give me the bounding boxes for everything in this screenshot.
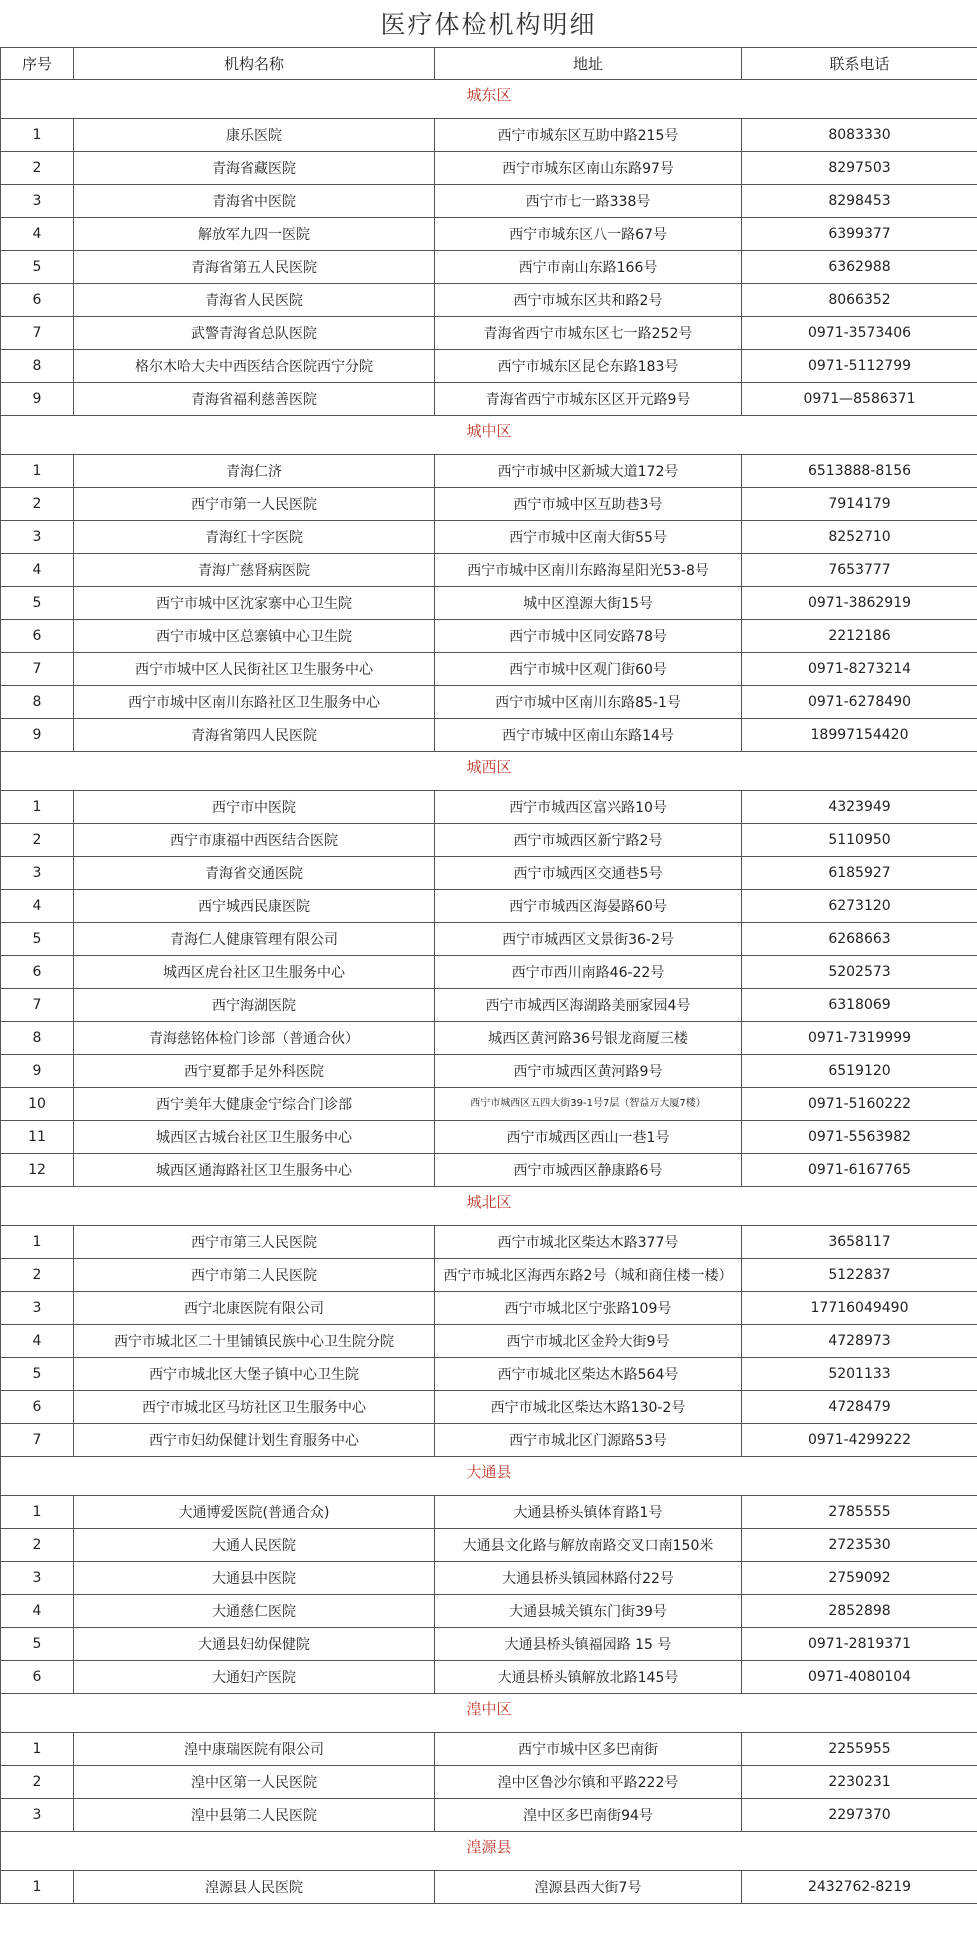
table-row xyxy=(1,1022,977,1055)
cell-phone: 2432762-8219 xyxy=(742,1871,977,1904)
table-row xyxy=(1,1154,977,1187)
table-row xyxy=(1,1259,977,1292)
cell-phone: 5201133 xyxy=(742,1358,977,1391)
cell-name: 西宁市第二人民医院 xyxy=(74,1259,435,1292)
cell-phone: 0971-3573406 xyxy=(742,317,977,350)
cell-phone: 0971-6278490 xyxy=(742,686,977,719)
cell-address: 西宁市城中区南山东路14号 xyxy=(435,719,742,752)
cell-index: 2 xyxy=(1,1529,74,1562)
cell-address: 西宁市城中区南川东路85-1号 xyxy=(435,686,742,719)
cell-index: 6 xyxy=(1,1661,74,1694)
cell-index: 12 xyxy=(1,1154,74,1187)
cell-address: 西宁市城西区富兴路10号 xyxy=(435,791,742,824)
table-row xyxy=(1,1496,977,1529)
section-title: 城东区 xyxy=(1,80,977,119)
cell-address: 西宁市城北区门源路53号 xyxy=(435,1424,742,1457)
cell-name: 西宁市第一人民医院 xyxy=(74,488,435,521)
cell-address: 青海省西宁市城东区区开元路9号 xyxy=(435,383,742,416)
table-row xyxy=(1,317,977,350)
cell-phone: 8297503 xyxy=(742,152,977,185)
cell-address: 湟中区鲁沙尔镇和平路222号 xyxy=(435,1766,742,1799)
cell-index: 4 xyxy=(1,1595,74,1628)
cell-address: 大通县桥头镇体育路1号 xyxy=(435,1496,742,1529)
cell-phone: 0971-8273214 xyxy=(742,653,977,686)
cell-name: 大通县妇幼保健院 xyxy=(74,1628,435,1661)
cell-address: 西宁市城西区海湖路美丽家园4号 xyxy=(435,989,742,1022)
cell-address: 西宁市城北区金羚大街9号 xyxy=(435,1325,742,1358)
cell-phone: 6399377 xyxy=(742,218,977,251)
cell-phone: 5110950 xyxy=(742,824,977,857)
cell-address: 西宁市南山东路166号 xyxy=(435,251,742,284)
cell-phone: 8298453 xyxy=(742,185,977,218)
cell-address: 大通县桥头镇福园路 15 号 xyxy=(435,1628,742,1661)
table-row xyxy=(1,488,977,521)
table-row xyxy=(1,1226,977,1259)
cell-index: 6 xyxy=(1,956,74,989)
cell-address: 大通县城关镇东门街39号 xyxy=(435,1595,742,1628)
cell-index: 5 xyxy=(1,1358,74,1391)
cell-name: 西宁市康福中西医结合医院 xyxy=(74,824,435,857)
table-row xyxy=(1,1325,977,1358)
table-row xyxy=(1,1562,977,1595)
cell-phone: 6273120 xyxy=(742,890,977,923)
table-row xyxy=(1,1088,977,1121)
cell-phone: 2255955 xyxy=(742,1733,977,1766)
cell-index: 5 xyxy=(1,1628,74,1661)
cell-address: 湟中区多巴南街94号 xyxy=(435,1799,742,1832)
cell-phone: 6268663 xyxy=(742,923,977,956)
cell-index: 1 xyxy=(1,1496,74,1529)
cell-name: 湟中康瑞医院有限公司 xyxy=(74,1733,435,1766)
table-body xyxy=(1,80,977,1904)
cell-address: 城西区黄河路36号银龙商厦三楼 xyxy=(435,1022,742,1055)
table-row xyxy=(1,119,977,152)
cell-phone: 0971-5563982 xyxy=(742,1121,977,1154)
cell-phone: 0971-4080104 xyxy=(742,1661,977,1694)
cell-address: 西宁市城东区南山东路97号 xyxy=(435,152,742,185)
cell-address: 西宁市城北区海西东路2号（城和商住楼一楼） xyxy=(435,1259,742,1292)
cell-name: 西宁北康医院有限公司 xyxy=(74,1292,435,1325)
table-row xyxy=(1,554,977,587)
cell-index: 2 xyxy=(1,824,74,857)
table-row xyxy=(1,1391,977,1424)
cell-index: 1 xyxy=(1,119,74,152)
cell-phone: 0971—8586371 xyxy=(742,383,977,416)
table-row xyxy=(1,1766,977,1799)
table-header-row xyxy=(1,48,977,80)
cell-address: 西宁市城中区观门街60号 xyxy=(435,653,742,686)
cell-phone: 0971-5160222 xyxy=(742,1088,977,1121)
cell-address: 西宁市城中区南大街55号 xyxy=(435,521,742,554)
cell-name: 青海省第五人民医院 xyxy=(74,251,435,284)
table-row xyxy=(1,521,977,554)
table-row xyxy=(1,1358,977,1391)
cell-index: 9 xyxy=(1,1055,74,1088)
cell-index: 6 xyxy=(1,1391,74,1424)
cell-name: 大通人民医院 xyxy=(74,1529,435,1562)
cell-index: 9 xyxy=(1,383,74,416)
cell-index: 1 xyxy=(1,1733,74,1766)
cell-phone: 2759092 xyxy=(742,1562,977,1595)
cell-index: 8 xyxy=(1,1022,74,1055)
cell-index: 4 xyxy=(1,218,74,251)
cell-phone: 2297370 xyxy=(742,1799,977,1832)
cell-index: 5 xyxy=(1,923,74,956)
cell-index: 1 xyxy=(1,791,74,824)
cell-address: 西宁市城东区昆仑东路183号 xyxy=(435,350,742,383)
cell-name: 青海省中医院 xyxy=(74,185,435,218)
cell-address: 西宁市城西区新宁路2号 xyxy=(435,824,742,857)
cell-index: 3 xyxy=(1,185,74,218)
cell-address: 西宁市城东区互助中路215号 xyxy=(435,119,742,152)
cell-name: 青海红十字医院 xyxy=(74,521,435,554)
cell-index: 2 xyxy=(1,488,74,521)
cell-name: 青海省人民医院 xyxy=(74,284,435,317)
table-row xyxy=(1,1595,977,1628)
cell-name: 西宁市城中区总寨镇中心卫生院 xyxy=(74,620,435,653)
cell-phone: 8083330 xyxy=(742,119,977,152)
cell-name: 城西区古城台社区卫生服务中心 xyxy=(74,1121,435,1154)
cell-name: 西宁夏都手足外科医院 xyxy=(74,1055,435,1088)
cell-name: 西宁市城北区二十里铺镇民族中心卫生院分院 xyxy=(74,1325,435,1358)
cell-name: 西宁市城中区人民街社区卫生服务中心 xyxy=(74,653,435,686)
cell-index: 3 xyxy=(1,1562,74,1595)
cell-address: 西宁市城东区八一路67号 xyxy=(435,218,742,251)
table-row xyxy=(1,791,977,824)
cell-phone: 5122837 xyxy=(742,1259,977,1292)
page-title: 医疗体检机构明细 xyxy=(380,10,597,39)
cell-phone: 0971-6167765 xyxy=(742,1154,977,1187)
table-row xyxy=(1,857,977,890)
cell-index: 4 xyxy=(1,890,74,923)
cell-name: 西宁市城北区马坊社区卫生服务中心 xyxy=(74,1391,435,1424)
table-row xyxy=(1,1055,977,1088)
table-row xyxy=(1,653,977,686)
institution-table xyxy=(0,47,977,1904)
table-row xyxy=(1,890,977,923)
table-row xyxy=(1,719,977,752)
cell-index: 8 xyxy=(1,686,74,719)
cell-address: 西宁市城中区新城大道172号 xyxy=(435,455,742,488)
cell-index: 7 xyxy=(1,989,74,1022)
cell-phone: 8252710 xyxy=(742,521,977,554)
cell-name: 青海省交通医院 xyxy=(74,857,435,890)
cell-address: 西宁市西川南路46-22号 xyxy=(435,956,742,989)
table-row xyxy=(1,1733,977,1766)
cell-index: 6 xyxy=(1,620,74,653)
table-row xyxy=(1,1292,977,1325)
cell-name: 解放军九四一医院 xyxy=(74,218,435,251)
cell-phone: 0971-4299222 xyxy=(742,1424,977,1457)
table-row xyxy=(1,1121,977,1154)
cell-address: 西宁市城西区文景街36-2号 xyxy=(435,923,742,956)
cell-address: 西宁市城北区柴达木路377号 xyxy=(435,1226,742,1259)
header-address: 地址 xyxy=(435,48,742,80)
cell-name: 西宁市中医院 xyxy=(74,791,435,824)
table-row xyxy=(1,350,977,383)
cell-name: 西宁市第三人民医院 xyxy=(74,1226,435,1259)
cell-address: 西宁市城中区南川东路海星阳光53-8号 xyxy=(435,554,742,587)
cell-address: 西宁市城西区静康路6号 xyxy=(435,1154,742,1187)
cell-address: 西宁市城西区黄河路9号 xyxy=(435,1055,742,1088)
table-row xyxy=(1,923,977,956)
cell-index: 3 xyxy=(1,521,74,554)
cell-index: 5 xyxy=(1,251,74,284)
header-phone: 联系电话 xyxy=(742,48,977,80)
cell-address: 青海省西宁市城东区七一路252号 xyxy=(435,317,742,350)
cell-index: 2 xyxy=(1,1259,74,1292)
table-row xyxy=(1,587,977,620)
cell-index: 9 xyxy=(1,719,74,752)
cell-address: 西宁市城西区交通巷5号 xyxy=(435,857,742,890)
cell-index: 11 xyxy=(1,1121,74,1154)
cell-name: 青海仁人健康管理有限公司 xyxy=(74,923,435,956)
cell-phone: 4728479 xyxy=(742,1391,977,1424)
cell-index: 3 xyxy=(1,1799,74,1832)
cell-phone: 3658117 xyxy=(742,1226,977,1259)
table-row xyxy=(1,218,977,251)
cell-phone: 0971-2819371 xyxy=(742,1628,977,1661)
cell-address: 西宁市城西区海晏路60号 xyxy=(435,890,742,923)
cell-phone: 7653777 xyxy=(742,554,977,587)
cell-name: 大通县中医院 xyxy=(74,1562,435,1595)
table-row xyxy=(1,152,977,185)
cell-phone: 6318069 xyxy=(742,989,977,1022)
cell-name: 湟中县第二人民医院 xyxy=(74,1799,435,1832)
cell-phone: 18997154420 xyxy=(742,719,977,752)
cell-index: 7 xyxy=(1,317,74,350)
table-row xyxy=(1,1799,977,1832)
cell-name: 西宁城西民康医院 xyxy=(74,890,435,923)
table-row xyxy=(1,620,977,653)
cell-name: 西宁市城中区沈家寨中心卫生院 xyxy=(74,587,435,620)
cell-index: 3 xyxy=(1,1292,74,1325)
cell-phone: 2852898 xyxy=(742,1595,977,1628)
cell-address: 西宁市城中区互助巷3号 xyxy=(435,488,742,521)
cell-phone: 0971-5112799 xyxy=(742,350,977,383)
table-row xyxy=(1,1424,977,1457)
cell-name: 大通慈仁医院 xyxy=(74,1595,435,1628)
table-row xyxy=(1,383,977,416)
cell-index: 8 xyxy=(1,350,74,383)
cell-phone: 0971-3862919 xyxy=(742,587,977,620)
table-row xyxy=(1,455,977,488)
cell-address: 西宁市城中区同安路78号 xyxy=(435,620,742,653)
cell-address: 西宁市城中区多巴南街 xyxy=(435,1733,742,1766)
cell-name: 城西区虎台社区卫生服务中心 xyxy=(74,956,435,989)
table-row xyxy=(1,686,977,719)
cell-address: 湟源县西大街7号 xyxy=(435,1871,742,1904)
cell-name: 西宁市妇幼保健计划生育服务中心 xyxy=(74,1424,435,1457)
cell-phone: 2230231 xyxy=(742,1766,977,1799)
cell-phone: 6519120 xyxy=(742,1055,977,1088)
section-row xyxy=(1,1457,977,1496)
table-row xyxy=(1,956,977,989)
table-row xyxy=(1,1871,977,1904)
cell-phone: 2785555 xyxy=(742,1496,977,1529)
cell-name: 青海广慈肾病医院 xyxy=(74,554,435,587)
cell-name: 青海省藏医院 xyxy=(74,152,435,185)
table-row xyxy=(1,1628,977,1661)
cell-name: 西宁美年大健康金宁综合门诊部 xyxy=(74,1088,435,1121)
cell-index: 2 xyxy=(1,1766,74,1799)
cell-index: 5 xyxy=(1,587,74,620)
table-row xyxy=(1,1529,977,1562)
cell-name: 青海省第四人民医院 xyxy=(74,719,435,752)
cell-name: 青海仁济 xyxy=(74,455,435,488)
cell-phone: 8066352 xyxy=(742,284,977,317)
section-row xyxy=(1,1694,977,1733)
cell-index: 3 xyxy=(1,857,74,890)
section-row xyxy=(1,416,977,455)
cell-name: 西宁市城北区大堡子镇中心卫生院 xyxy=(74,1358,435,1391)
table-row xyxy=(1,284,977,317)
cell-name: 城西区通海路社区卫生服务中心 xyxy=(74,1154,435,1187)
section-row xyxy=(1,80,977,119)
cell-name: 湟源县人民医院 xyxy=(74,1871,435,1904)
section-title: 湟中区 xyxy=(1,1694,977,1733)
cell-index: 1 xyxy=(1,1871,74,1904)
cell-address: 大通县桥头镇解放北路145号 xyxy=(435,1661,742,1694)
cell-address: 西宁市七一路338号 xyxy=(435,185,742,218)
cell-index: 7 xyxy=(1,1424,74,1457)
cell-index: 10 xyxy=(1,1088,74,1121)
cell-address: 西宁市城西区五四大街39-1号7层（智益万大厦7楼） xyxy=(435,1088,742,1121)
cell-phone: 2212186 xyxy=(742,620,977,653)
header-name: 机构名称 xyxy=(74,48,435,80)
cell-address: 大通县桥头镇园林路付22号 xyxy=(435,1562,742,1595)
cell-phone: 6362988 xyxy=(742,251,977,284)
cell-name: 西宁海湖医院 xyxy=(74,989,435,1022)
cell-name: 大通博爱医院(普通合众) xyxy=(74,1496,435,1529)
section-title: 大通县 xyxy=(1,1457,977,1496)
cell-name: 大通妇产医院 xyxy=(74,1661,435,1694)
cell-address: 西宁市城西区西山一巷1号 xyxy=(435,1121,742,1154)
table-row xyxy=(1,251,977,284)
cell-address: 西宁市城北区柴达木路564号 xyxy=(435,1358,742,1391)
cell-index: 4 xyxy=(1,1325,74,1358)
section-title: 湟源县 xyxy=(1,1832,977,1871)
section-row xyxy=(1,752,977,791)
cell-address: 西宁市城北区柴达木路130-2号 xyxy=(435,1391,742,1424)
cell-name: 青海省福利慈善医院 xyxy=(74,383,435,416)
cell-phone: 4728973 xyxy=(742,1325,977,1358)
cell-phone: 7914179 xyxy=(742,488,977,521)
cell-index: 2 xyxy=(1,152,74,185)
cell-address: 大通县文化路与解放南路交叉口南150米 xyxy=(435,1529,742,1562)
cell-name: 湟中区第一人民医院 xyxy=(74,1766,435,1799)
cell-phone: 2723530 xyxy=(742,1529,977,1562)
cell-index: 7 xyxy=(1,653,74,686)
cell-name: 康乐医院 xyxy=(74,119,435,152)
cell-phone: 6185927 xyxy=(742,857,977,890)
cell-address: 西宁市城北区宁张路109号 xyxy=(435,1292,742,1325)
table-row xyxy=(1,824,977,857)
cell-name: 武警青海省总队医院 xyxy=(74,317,435,350)
section-title: 城北区 xyxy=(1,1187,977,1226)
cell-index: 1 xyxy=(1,1226,74,1259)
cell-name: 青海慈铭体检门诊部（普通合伙） xyxy=(74,1022,435,1055)
cell-phone: 5202573 xyxy=(742,956,977,989)
cell-name: 格尔木哈大夫中西医结合医院西宁分院 xyxy=(74,350,435,383)
cell-index: 4 xyxy=(1,554,74,587)
cell-address: 城中区湟源大街15号 xyxy=(435,587,742,620)
cell-phone: 0971-7319999 xyxy=(742,1022,977,1055)
header-index: 序号 xyxy=(1,48,74,80)
table-row xyxy=(1,185,977,218)
cell-address: 西宁市城东区共和路2号 xyxy=(435,284,742,317)
cell-index: 1 xyxy=(1,455,74,488)
section-row xyxy=(1,1832,977,1871)
section-title: 城中区 xyxy=(1,416,977,455)
cell-index: 6 xyxy=(1,284,74,317)
cell-phone: 6513888-8156 xyxy=(742,455,977,488)
table-row xyxy=(1,989,977,1022)
section-row xyxy=(1,1187,977,1226)
section-title: 城西区 xyxy=(1,752,977,791)
cell-phone: 4323949 xyxy=(742,791,977,824)
cell-phone: 17716049490 xyxy=(742,1292,977,1325)
table-row xyxy=(1,1661,977,1694)
cell-name: 西宁市城中区南川东路社区卫生服务中心 xyxy=(74,686,435,719)
